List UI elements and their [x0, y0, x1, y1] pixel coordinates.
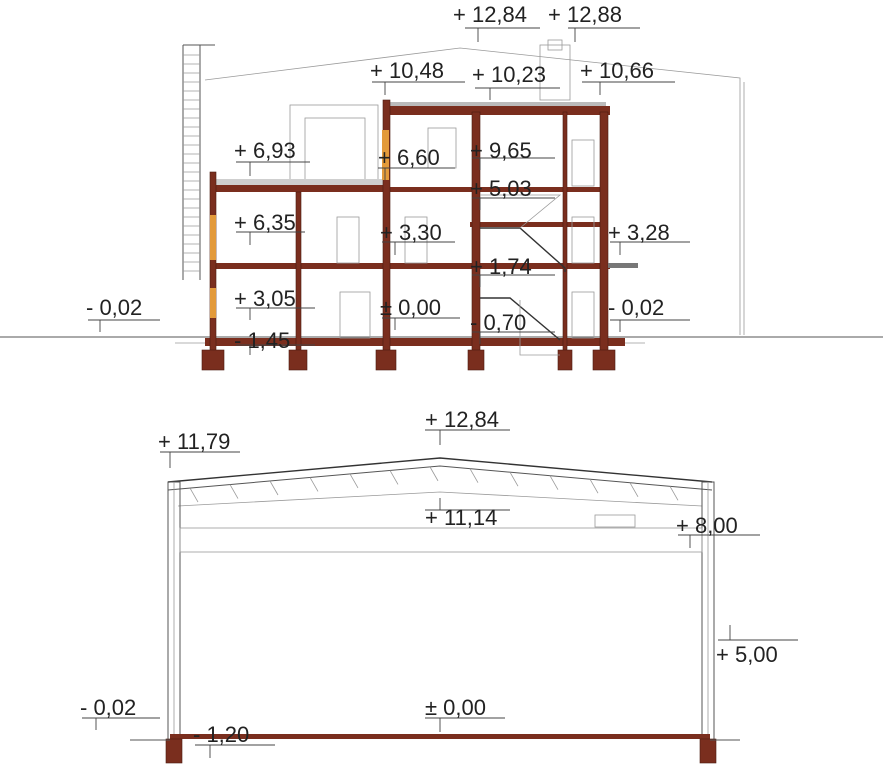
hall-level-crane-top: + 8,00	[676, 513, 738, 538]
hall-level-ridge: + 12,84	[425, 407, 500, 432]
bottom-section	[80, 407, 798, 763]
hall-level-floor: ± 0,00	[425, 695, 487, 720]
level-635: + 6,35	[234, 210, 296, 235]
level-ridge-right: + 12,88	[548, 2, 623, 27]
level-ground-left: - 0,02	[86, 295, 143, 320]
level-174: + 1,74	[470, 254, 532, 279]
left-wall	[210, 172, 216, 364]
level-ridge-left: + 12,84	[453, 2, 528, 27]
level-roof-left: + 10,48	[370, 58, 445, 83]
level-roof-mid: + 10,23	[472, 62, 547, 87]
hall-level-ground: - 0,02	[80, 695, 137, 720]
level-328: + 3,28	[608, 220, 670, 245]
level-305: + 3,05	[234, 286, 296, 311]
level-m070: - 0,70	[470, 310, 527, 335]
insulation-left	[210, 215, 216, 260]
hall-roof	[168, 458, 712, 482]
level-660: + 6,60	[378, 145, 440, 170]
level-ground-right: - 0,02	[608, 295, 665, 320]
level-000: ± 0,00	[380, 295, 442, 320]
crane-beam	[180, 528, 702, 552]
level-693: + 6,93	[234, 138, 296, 163]
level-m145: - 1,45	[234, 328, 291, 353]
level-330: + 3,30	[380, 220, 442, 245]
hall-level-underside: + 11,14	[425, 505, 498, 530]
level-503: + 5,03	[470, 176, 532, 201]
hall-level-foundation: - 1,20	[193, 722, 250, 747]
door	[337, 217, 359, 263]
level-965: + 9,65	[470, 138, 532, 163]
hall-level-eave: + 11,79	[158, 429, 231, 454]
upper-roof-slab	[385, 106, 610, 115]
first-floor-slab	[210, 263, 610, 269]
hall-level-crane-rail: + 5,00	[716, 642, 778, 667]
lower-roof-slab	[210, 185, 390, 192]
level-roof-right: + 10,66	[580, 58, 655, 83]
right-wall	[600, 112, 608, 364]
hall-floor-slab	[170, 734, 710, 739]
top-section	[0, 2, 883, 370]
